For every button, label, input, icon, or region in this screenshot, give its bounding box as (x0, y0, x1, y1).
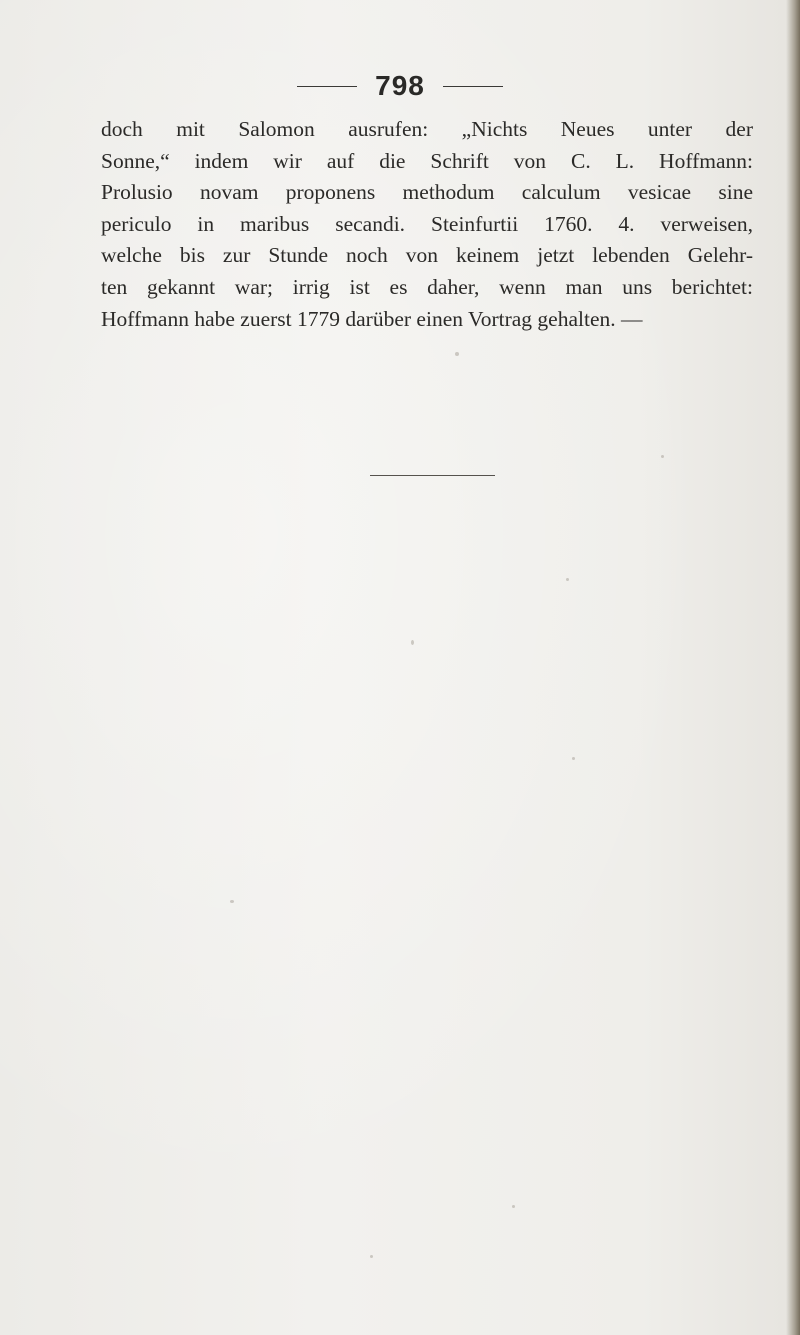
paper-speck (230, 900, 234, 903)
paper-speck (572, 757, 575, 760)
text-line-7: Hoffmann habe zuerst 1779 darüber einen Vortrag gehalten. — (101, 306, 643, 331)
section-separator-rule (370, 475, 495, 476)
page-header (0, 70, 800, 102)
text-line-2: Sonne,“ indem wir auf die Schrift von C. L. Hoffmann: (101, 148, 753, 173)
paper-speck (566, 578, 569, 581)
page-edge-shadow (786, 0, 800, 1335)
paper-speck (455, 352, 459, 356)
text-line-6: ten gekannt war; irrig ist es daher, wenn man uns berichtet: (101, 274, 753, 299)
paper-speck (512, 1205, 515, 1208)
text-line-3: Prolusio novam proponens methodum calculum vesicae sine (101, 180, 753, 205)
header-rule-right (443, 86, 503, 87)
paper-speck (411, 640, 414, 645)
paper-speck (661, 455, 664, 458)
text-line-1: doch mit Salomon ausrufen: „Nichts Neues unter der (101, 117, 753, 141)
paper-speck (370, 1255, 373, 1258)
paragraph (101, 114, 753, 335)
text-line-5: welche bis zur Stunde noch von keinem jetzt lebenden Gelehr- (101, 243, 753, 268)
text-line-4: periculo in maribus secandi. Steinfurtii 1760. 4. verweisen, (101, 211, 753, 236)
header-rule-left (297, 86, 357, 87)
page-number: 798 (375, 70, 425, 101)
